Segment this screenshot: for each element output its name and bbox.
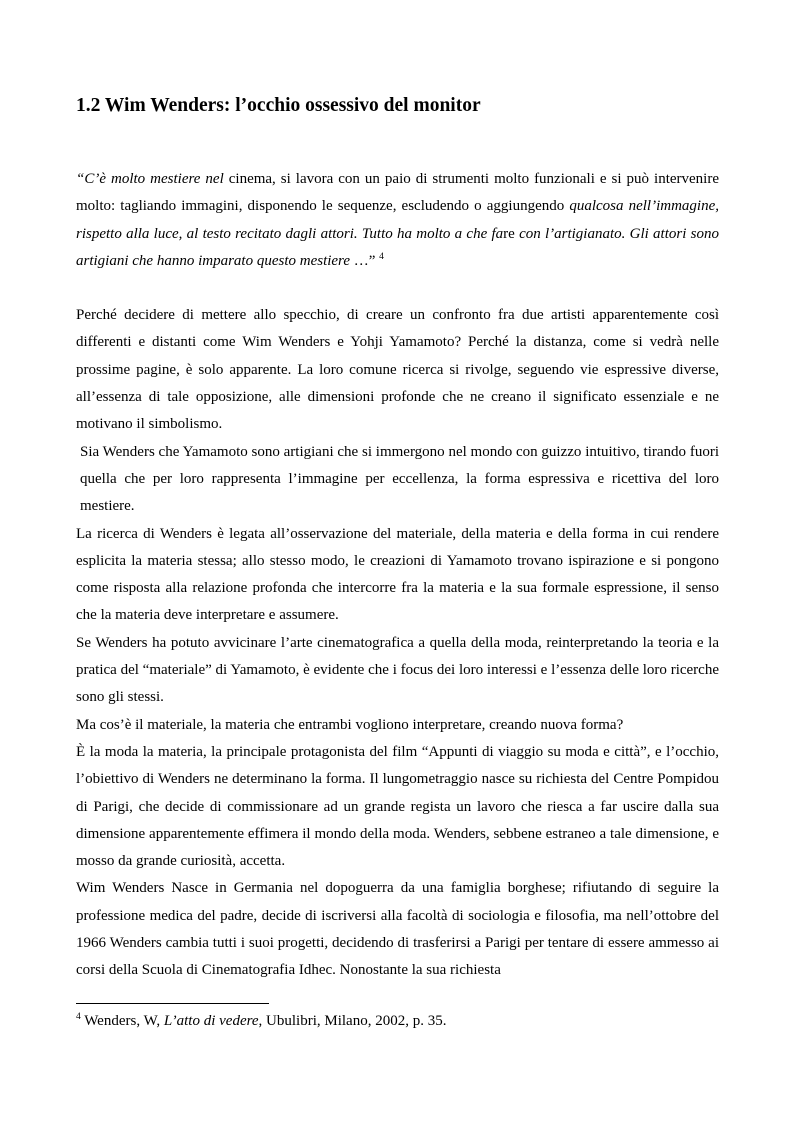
quote-italic-3: con l’artigianato. Gli attori sono artigiani che hanno imparato questo mestiere [76, 225, 719, 269]
footnote-reference: 4 [379, 251, 384, 262]
paragraph: È la moda la materia, la principale protagonista del film “Appunti di viaggio su moda e città”, e l’occhio, l’obiettivo di Wenders ne determinano la forma. Il lungometraggio nasce su richiesta del Centre Pompidou di Parigi, che decide di commissionare ad un grande regista un lavoro che riesca a far uscire dalla sua dimensione apparentemente effimera il mondo della moda. Wenders, sebbene estraneo a tale dimensione, e mosso da grande curiosità, accetta. [76, 743, 719, 870]
footnote-citation: , Ubulibri, Milano, 2002, p. 35. [258, 1013, 447, 1029]
paragraph: Ma cos’è il materiale, la materia che entrambi vogliono interpretare, creando nuova forma? [76, 716, 624, 733]
quote-plain-2: re [503, 225, 520, 242]
footnote-number: 4 [76, 1012, 81, 1022]
paragraph: Perché decidere di mettere allo specchio, di creare un confronto fra due artisti apparentemente così differenti e distanti come Wim Wenders e Yohji Yamamoto? Perché la distanza, come si vedrà nelle prossime pagine, è solo apparente. La loro comune ricerca si rivolge, seguendo vie espressive diverse, all’essenza di tale opposizione, alle dimensioni profonde che ne creano il significato essenziale e ne motivano il simbolismo. [76, 307, 719, 433]
section-title: 1.2 Wim Wenders: l’occhio ossessivo del monitor [76, 95, 481, 116]
quote-plain-1: cinema, si lavora con un paio di strumenti molto funzionali e si può intervenire molto: tagliando immagini, disponendo le sequenze, escludendo o aggiungendo [76, 171, 719, 215]
paragraph: Wim Wenders Nasce in Germania nel dopoguerra da una famiglia borghese; rifiutando di seguire la professione medica del padre, decide di iscriversi alla facoltà di sociologia e filosofia, ma nell’ottobre del 1966 Wenders cambia tutti i suoi progetti, decidendo di trasferirsi a Parigi per tentare di essere ammesso ai corsi della Scuola di Cinematografia Idhec. Nonostante la sua richiesta [76, 880, 719, 979]
footnote-divider [76, 1003, 269, 1004]
paragraph: La ricerca di Wenders è legata all’osservazione del materiale, della materia e della forma in cui rendere esplicita la materia stessa; allo stesso modo, le creazioni di Yamamoto trovano ispirazione e si pongono come risposta alla relazione profonda che intercorre fra la materia e la sua formale espressione, il senso che la materia deve interpretare e assumere. [76, 525, 719, 624]
quote-plain-3: …” [350, 252, 376, 269]
footnote-author: Wenders, W, [80, 1013, 164, 1029]
epigraph-quote [76, 166, 719, 275]
paragraph: Sia Wenders che Yamamoto sono artigiani che si immergono nel mondo con guizzo intuitivo, tirando fuori quella che per loro rappresenta l’immagine per eccellenza, la forma espressiva e ricettiva del loro mestiere. [80, 443, 719, 515]
footnote-work-title: L’atto di vedere [163, 1013, 259, 1029]
body-text [76, 166, 719, 985]
quote-italic-2: qualcosa nell’immagine, rispetto alla luce, al testo recitato dagli attori. Tutto ha molto a che fa [76, 198, 719, 242]
paragraph: Se Wenders ha potuto avvicinare l’arte cinematografica a quella della moda, reinterpretando la teoria e la pratica del “materiale” di Yamamoto, è evidente che i focus dei loro interessi e l’essenza delle loro ricerche sono gli stessi. [76, 634, 719, 706]
quote-italic-1: “C’è molto mestiere nel [76, 171, 224, 187]
footnote [76, 1013, 446, 1030]
